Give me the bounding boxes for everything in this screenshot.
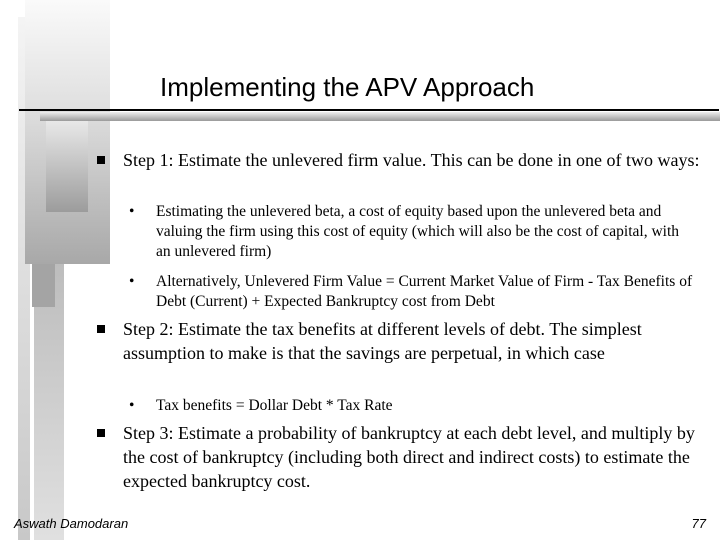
square-bullet-icon — [97, 325, 105, 333]
bullet-text: Step 3: Estimate a probability of bankruptcy at each debt level, and multiply by the cost of bankruptcy (including both direct and indirect costs) to estimate the expected bankruptcy cost. — [123, 423, 695, 491]
footer-author: Aswath Damodaran — [14, 516, 129, 531]
square-bullet-icon — [97, 429, 105, 437]
sub-bullet-text: Alternatively, Unlevered Firm Value = Current Market Value of Firm - Tax Benefits of Debt (Current) + Expected Bankruptcy cost from Debt — [156, 273, 693, 310]
square-bullet-icon — [97, 156, 105, 164]
sub-bullet — [129, 396, 696, 416]
slide-title: Implementing the APV Approach — [160, 72, 535, 102]
bullet-step-3 — [123, 421, 703, 493]
dot-bullet-icon: • — [129, 203, 135, 220]
page-number: 77 — [691, 516, 706, 531]
title-bar — [40, 112, 720, 121]
title-rule — [19, 109, 719, 111]
sub-bullet — [129, 272, 696, 312]
bullet-step-2 — [123, 317, 703, 365]
sub-bullet-text: Estimating the unlevered beta, a cost of equity based upon the unlevered beta and valuing the firm using this cost of equity (which will also be the cost of capital, with an unlevered firm) — [156, 203, 680, 260]
sub-bullet-text: Tax benefits = Dollar Debt * Tax Rate — [156, 397, 393, 414]
sub-bullet — [129, 202, 696, 262]
dot-bullet-icon: • — [129, 397, 135, 414]
decoration — [32, 264, 55, 307]
bullet-text: Step 1: Estimate the unlevered firm value. This can be done in one of two ways: — [123, 150, 700, 170]
bullet-text: Step 2: Estimate the tax benefits at different levels of debt. The simplest assumption to make is that the savings are perpetual, in which case — [123, 319, 642, 363]
dot-bullet-icon: • — [129, 273, 135, 290]
bullet-step-1 — [123, 148, 703, 172]
decoration — [46, 121, 88, 212]
